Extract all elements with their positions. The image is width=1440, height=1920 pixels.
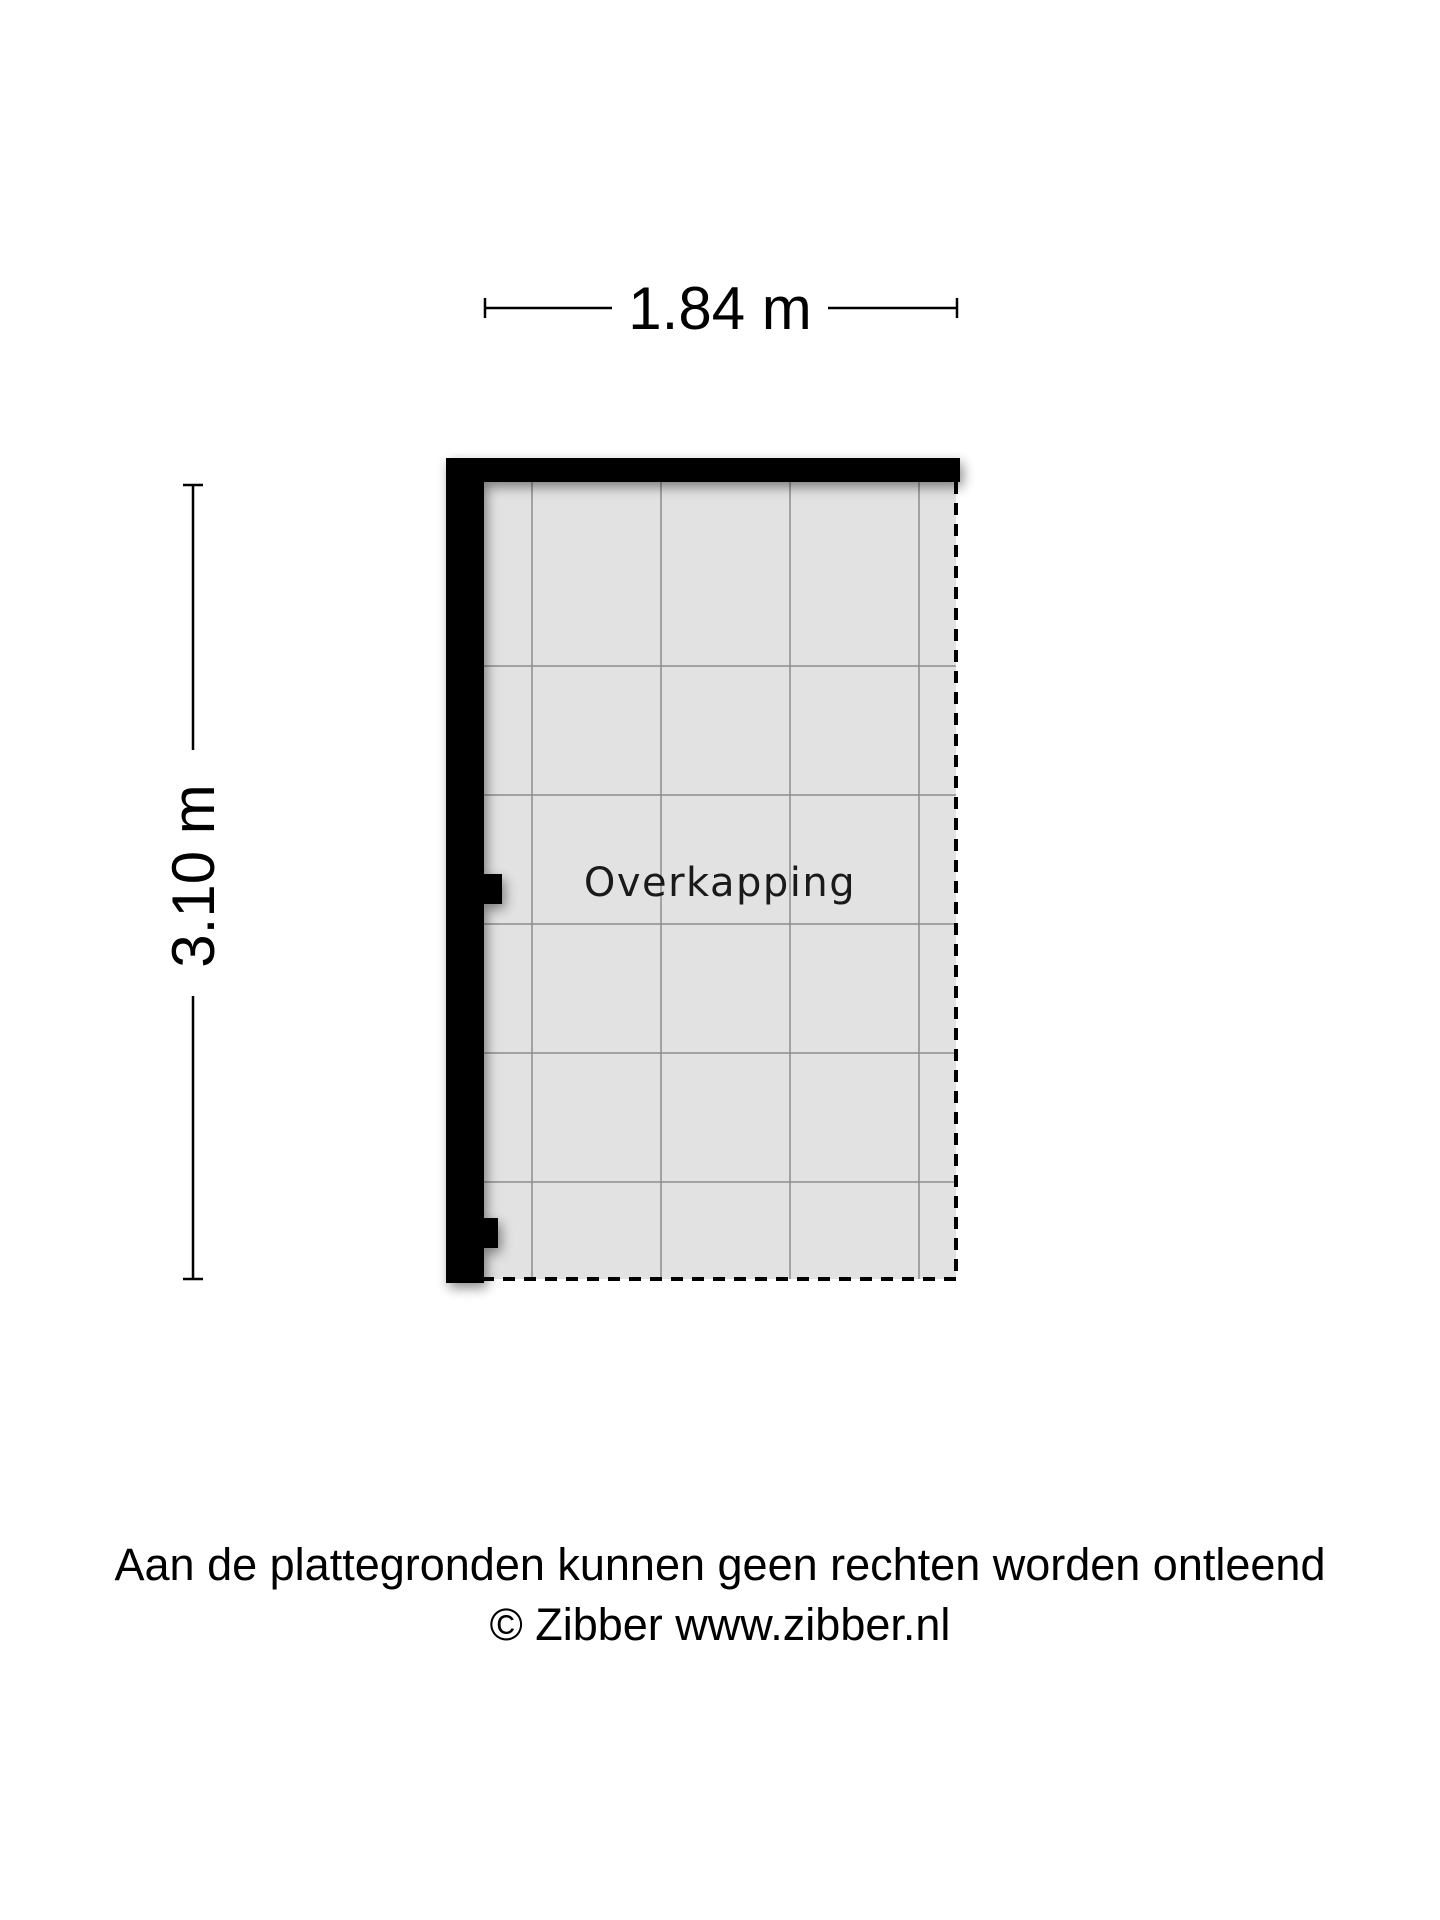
- copyright-text: © Zibber www.zibber.nl: [489, 1599, 951, 1650]
- height-dimension: [160, 484, 227, 1280]
- width-dimension-label: 1.84 m: [628, 275, 812, 342]
- wall-stub-lower: [480, 1218, 498, 1248]
- room-label: Overkapping: [583, 860, 857, 906]
- disclaimer-text: Aan de plattegronden kunnen geen rechten worden ontleend: [114, 1539, 1326, 1590]
- wall-left: [446, 458, 484, 1283]
- room-overkapping: [446, 458, 960, 1283]
- width-dimension: [484, 275, 958, 342]
- wall-top: [446, 458, 960, 482]
- wall-stub-upper: [480, 874, 502, 904]
- height-dimension-label: 3.10 m: [160, 784, 227, 968]
